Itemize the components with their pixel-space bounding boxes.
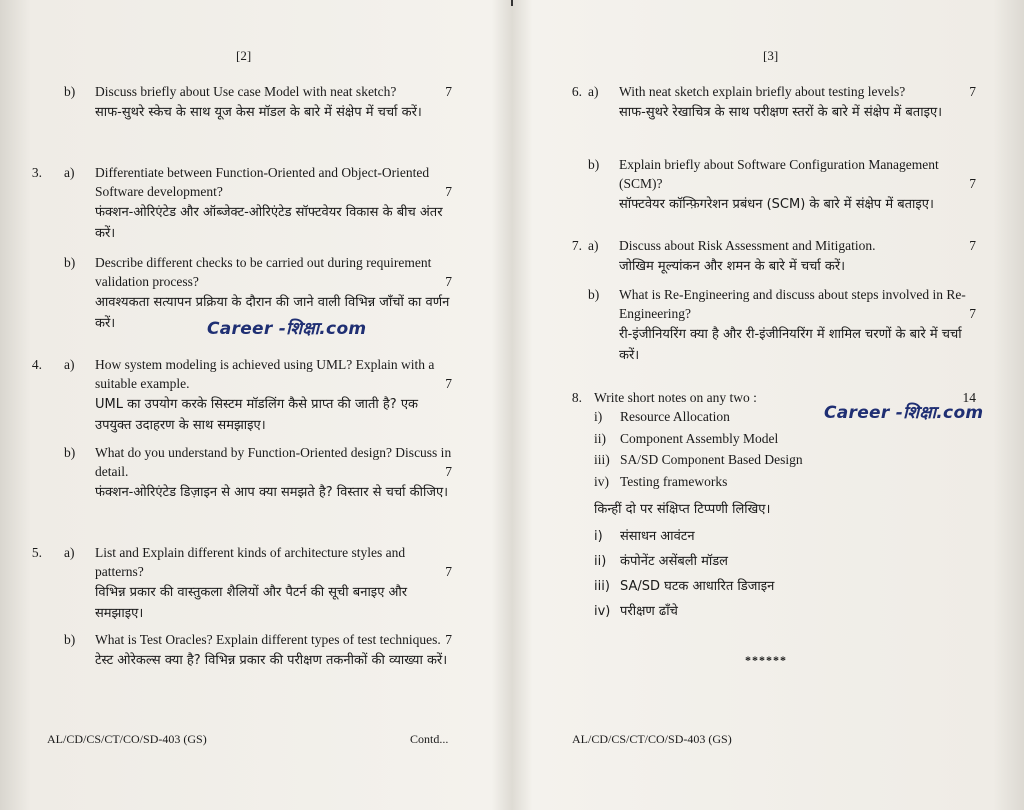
- question-text-hi: री-इंजीनियरिंग क्या है और री-इंजीनियरिंग में शामिल चरणों के बारे में चर्चा करें।: [619, 327, 962, 363]
- marks: 7: [969, 306, 976, 321]
- question-number: 3.: [31, 165, 42, 180]
- list-item: i) Resource Allocation: [594, 409, 730, 424]
- marks: 7: [445, 464, 452, 479]
- footer-contd: Contd...: [410, 732, 449, 746]
- list-item: iii) SA/SD घटक आधारित डिजाइन: [594, 579, 775, 594]
- question-part: a): [588, 84, 599, 99]
- question-text-hi: सॉफ्टवेयर कॉन्फ़िगरेशन प्रबंधन (SCM) के बारे में संक्षेप में बताइए।: [619, 197, 934, 212]
- list-item: i) संसाधन आवंटन: [594, 529, 695, 544]
- question-text-hi: आवश्यकता सत्यापन प्रक्रिया के दौरान की जाने वाली विभिन्न जाँचों का वर्णन करें।: [95, 295, 450, 331]
- short-notes-list-hi: [594, 526, 914, 626]
- question-text-hi: जोखिम मूल्यांकन और शमन के बारे में चर्चा करें।: [619, 259, 846, 274]
- footer-code: AL/CD/CS/CT/CO/SD-403 (GS): [572, 732, 732, 746]
- question-text-en: Discuss briefly about Use case Model with neat sketch? 7: [95, 84, 452, 99]
- list-item: ii) कंपोनेंट असेंबली मॉडल: [594, 554, 729, 569]
- list-item: iii) SA/SD Component Based Design: [594, 452, 803, 467]
- question-text-en: Describe different checks to be carried out during requirement validation process? 7: [95, 255, 452, 289]
- question-text-hi: फंक्शन-ओरिएंटेड डिज़ाइन से आप क्या समझते है? विस्तार से चर्चा कीजिए।: [95, 485, 449, 500]
- question-part: a): [64, 357, 75, 372]
- question-text-en: How system modeling is achieved using UML? Explain with a suitable example. 7: [95, 357, 452, 391]
- question-number: 4.: [31, 357, 42, 372]
- marks: 7: [969, 176, 976, 191]
- question-text-en: Differentiate between Function-Oriented and Object-Oriented Software development? 7: [95, 165, 452, 199]
- marks: 7: [445, 564, 452, 579]
- question-part: a): [64, 165, 75, 180]
- marks: 7: [445, 84, 452, 99]
- marks: 7: [445, 184, 452, 199]
- question-part: b): [64, 445, 76, 460]
- watermark: Career -शिक्षा.com: [824, 403, 984, 423]
- question-part: b): [64, 255, 76, 270]
- marks: 7: [969, 238, 976, 253]
- end-marker: ******: [745, 653, 787, 667]
- marks: 14: [962, 390, 976, 405]
- watermark: Career -शिक्षा.com: [207, 319, 367, 339]
- page-number: [2]: [236, 48, 252, 63]
- question-text-en: Write short notes on any two : 14: [594, 390, 976, 405]
- footer-code: AL/CD/CS/CT/CO/SD-403 (GS): [47, 732, 207, 746]
- question-part: a): [64, 545, 75, 560]
- question-text-en: Discuss about Risk Assessment and Mitigation. 7: [619, 238, 976, 253]
- right-page: [512, 0, 1024, 810]
- marks: 7: [969, 84, 976, 99]
- question-text-en: What is Re-Engineering and discuss about steps involved in Re-Engineering? 7: [619, 287, 976, 321]
- page-number: [3]: [763, 48, 779, 63]
- list-item: iv) परीक्षण ढाँचे: [594, 604, 678, 619]
- question-text-en: List and Explain different kinds of architecture styles and patterns? 7: [95, 545, 452, 579]
- question-text-hi: फंक्शन-ओरिएंटेड और ऑब्जेक्ट-ओरिएंटेड सॉफ्टवेयर विकास के बीच अंतर करें।: [95, 205, 443, 241]
- question-text-hi: टेस्ट ओरेकल्स क्या है? विभिन्न प्रकार की परीक्षण तकनीकों की व्याख्या करें।: [95, 653, 448, 668]
- question-8-hindi-instruction: किन्हीं दो पर संक्षिप्त टिप्पणी लिखिए।: [594, 502, 771, 517]
- marks: 7: [445, 632, 452, 647]
- question-part: a): [588, 238, 599, 253]
- question-text-hi: साफ-सुथरे रेखाचित्र के साथ परीक्षण स्तरों के बारे में संक्षेप में बताइए।: [619, 105, 943, 120]
- question-part: b): [588, 157, 600, 172]
- marks: 7: [445, 376, 452, 391]
- question-number: 5.: [31, 545, 42, 560]
- question-text-hi: साफ-सुथरे स्केच के साथ यूज केस मॉडल के बारे में संक्षेप में चर्चा करें।: [95, 105, 422, 120]
- question-text-hi: UML का उपयोग करके सिस्टम मॉडलिंग कैसे प्राप्त की जाती है? एक उपयुक्त उदाहरण के साथ समझाइए।: [95, 397, 419, 433]
- question-part: b): [588, 287, 600, 302]
- list-item: ii) Component Assembly Model: [594, 430, 779, 446]
- question-text-hi: विभिन्न प्रकार की वास्तुकला शैलियों और पैटर्न की सूची बनाइए और समझाइए।: [95, 585, 408, 621]
- list-item: iv) Testing frameworks: [594, 473, 728, 489]
- marks: 7: [445, 274, 452, 289]
- question-number: 8.: [571, 390, 582, 405]
- question-text-en: Explain briefly about Software Configuration Management (SCM)? 7: [619, 157, 976, 191]
- question-number: 6.: [571, 84, 582, 99]
- question-text-en: What is Test Oracles? Explain different types of test techniques. 7: [95, 632, 452, 647]
- question-part: b): [64, 84, 76, 99]
- question-part: b): [64, 632, 76, 647]
- question-text-en: What do you understand by Function-Oriented design? Discuss in detail. 7: [95, 445, 452, 479]
- question-text-en: With neat sketch explain briefly about testing levels? 7: [619, 84, 976, 99]
- question-number: 7.: [571, 238, 582, 253]
